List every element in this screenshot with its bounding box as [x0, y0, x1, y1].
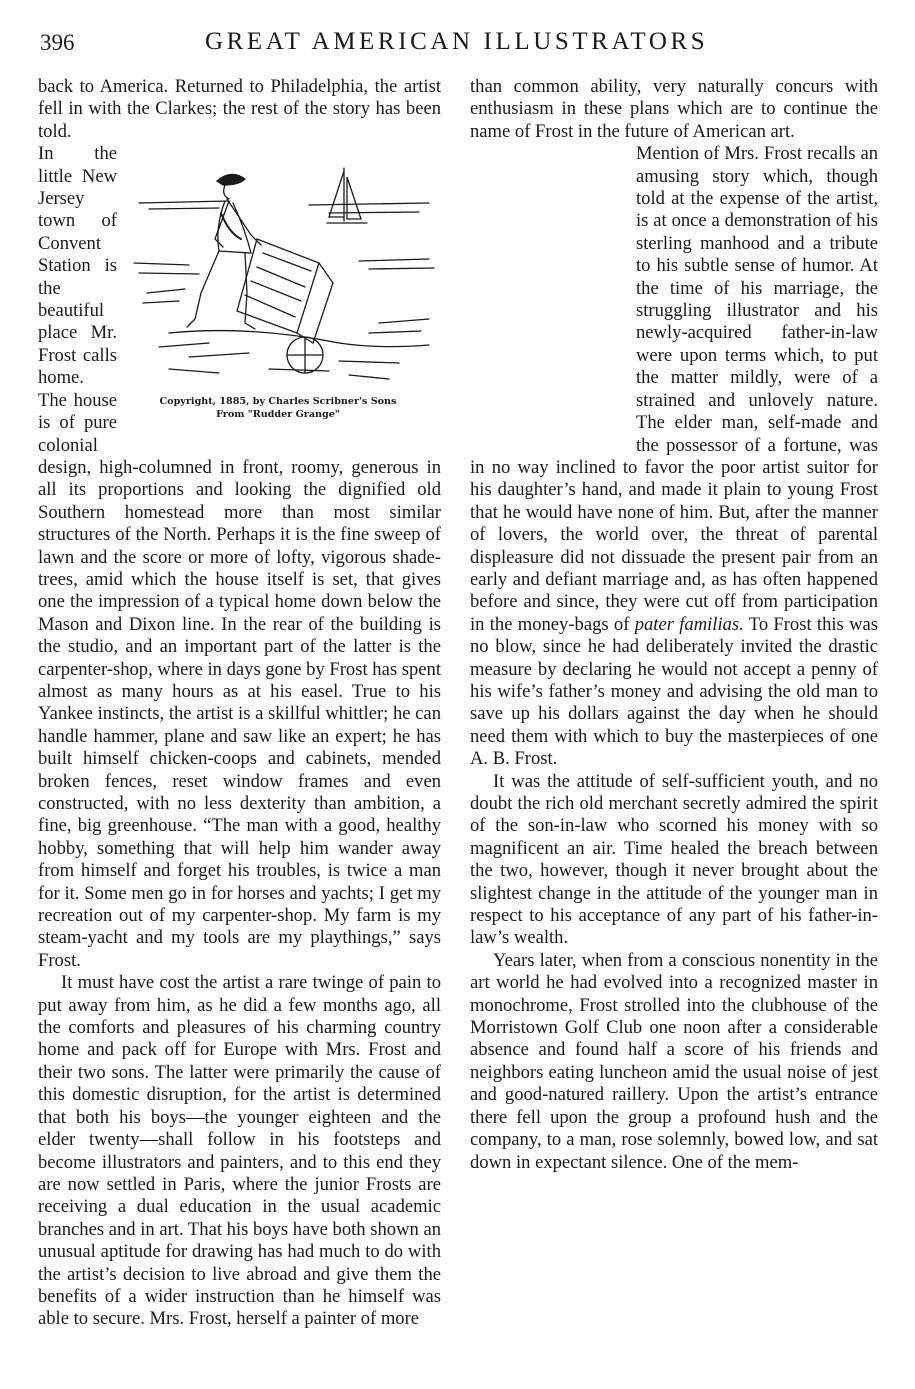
right-paragraph-2-text: Mention of Mrs. Frost recalls an amusing story which, though told at the expense of the artist, is at once a demonstration of his sterling manhood and a tribute to his subtle sense of humor. At the time of his marriage, the struggling illustrator and his newly-acquired father-in-law were upon terms which, to put the matter mildly, were of a strained and unlovely nature. The elder man, self-made and the possessor of a fortune, was in no way inclined to favor the poor artist suitor for his daughter’s hand, and made it plain to young Frost that he would have none of him. But, after the manner of lovers, the world over, the threat of parental displeasure did not dissuade the present pair from an early and defiant marriage and, as has often happened before and since, they were cut off from participation in the money-bags of — [470, 143, 878, 635]
left-column — [38, 76, 441, 1331]
left-paragraph-2: In the little New Jersey town of Convent Station is the beautiful place Mr. Frost calls home. The house is of pure colonial design, high-columned in front, roomy, generous in all its proportions and looking the dignified old Southern homestead more than most similar structures of the North. Perhaps it is the fine sweep of lawn and the score or more of lofty, vigorous shade-trees, amid which the house itself is set, that gives one the impression of a typical home down below the Mason and Dixon line. In the rear of the building is the studio, and an important part of the latter is the carpenter-shop, where in days gone by Frost has spent almost as many hours as at his easel. True to his Yankee instincts, the artist is a skillful whittler; he can handle hammer, plane and saw like an expert; he has built himself chicken-coops and cabinets, mended broken fences, reset window frames and even constructed, with no less dexterity than ambition, a fine, big greenhouse. “The man with a good, healthy hobby, something that will help him wander away from himself and forget his troubles, is twice a man for it. Some men go in for horses and yachts; I get my recreation out of my carpenter-shop. My farm is my steam-yacht and my tools are my playthings,” says Frost. — [38, 143, 441, 971]
figure-caption — [123, 395, 433, 421]
page-header — [40, 30, 880, 60]
left-paragraph-3: It must have cost the artist a rare twinge of pain to put away from him, as he did a few months ago, all the comforts and pleasures of his charming country home and pack off for Europe with Mrs. Frost and their two sons. The latter were primarily the cause of this domestic disruption, for the artist is determined that both his boys—the younger eighteen and the elder twenty—shall follow in his footsteps and become illustrators and painters, and to this end they are now settled in Paris, where the junior Frosts are receiving a dual education in the usual academic branches and in art. That his boys have both shown an unusual aptitude for drawing has had much to do with the artist’s decision to live abroad and give them the benefits of a wider instruction than he himself was able to secure. Mrs. Frost, herself a painter of more — [38, 972, 441, 1330]
right-paragraph-3: It was the attitude of self-sufficient youth, and no doubt the rich old merchant secretly admired the spirit of the son-in-law who scorned his money with so magnificent an air. Time healed the breach between the two, however, though it never brought about the slightest change in the attitude of the younger man in respect to his acceptance of any part of his father-in-law’s wealth. — [470, 770, 878, 949]
right-paragraph-4: Years later, when from a conscious nonentity in the art world he had evolved into a recognized master in monochrome, Frost strolled into the clubhouse of the Morristown Golf Club one noon after a considerable absence and found half a score of his friends and neighbors eating luncheon amid the usual noise of jest and good-natured raillery. Upon the artist’s entrance there fell upon the group a profound hush and the company, to a man, rose solemnly, bowed low, and sat down in expectant silence. One of the mem- — [470, 949, 878, 1173]
right-column — [470, 76, 878, 1174]
right-paragraph-1: than common ability, very naturally concurs with enthusiasm in these plans which are to continue the name of Frost in the future of American art. — [470, 76, 878, 142]
caption-source: From "Rudder Grange" — [216, 409, 340, 421]
left-paragraph-1: back to America. Returned to Philadelphia, the artist fell in with the Clarkes; the rest of the story has been told. — [38, 76, 441, 142]
caption-copyright: Copyright, 1885, by Charles Scribner's Sons — [159, 396, 397, 408]
latin-phrase: pater familias. — [634, 613, 744, 635]
right-paragraph-2-continued: To Frost this was no blow, since he had deliberately invited the drastic measure by declaring he would not accept a penny of his wife’s father’s money and advising the old man to save up his dollars against the day when he should need them with which to buy the masterpieces of one A. B. Frost. — [470, 613, 878, 770]
running-title: GREAT AMERICAN ILLUSTRATORS — [205, 28, 709, 55]
figure — [123, 143, 441, 431]
page-number: 396 — [40, 30, 75, 55]
figure-spacer — [470, 143, 636, 453]
illustration-man-with-wheelbarrow — [129, 143, 447, 388]
